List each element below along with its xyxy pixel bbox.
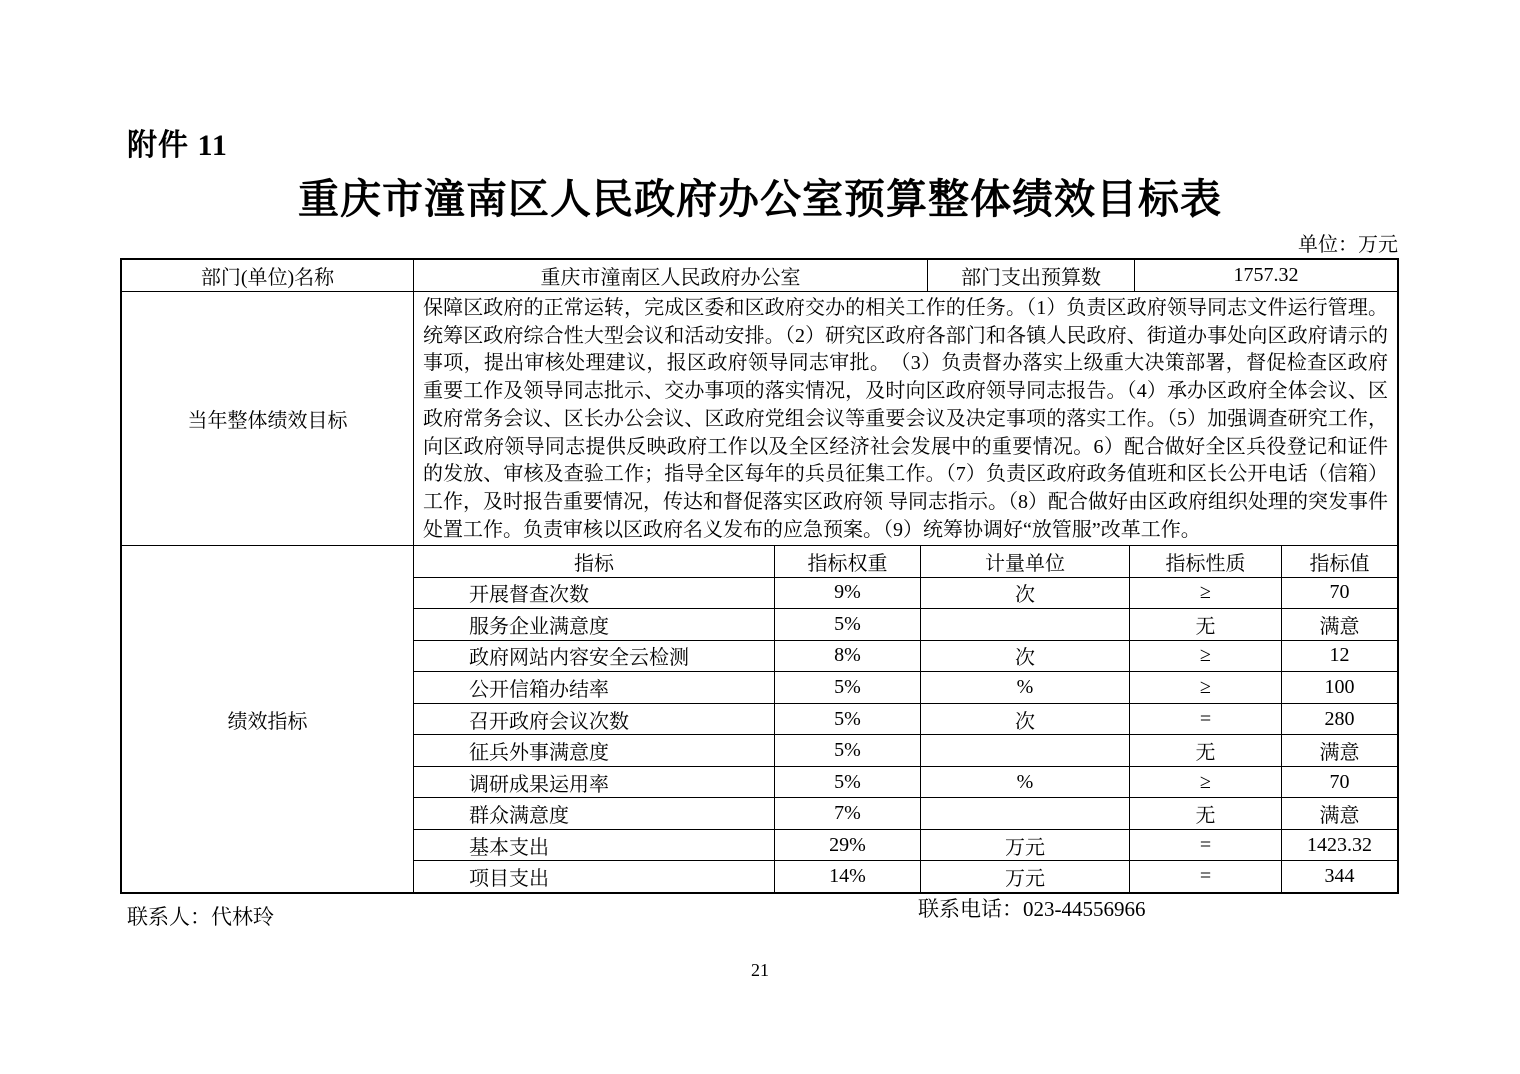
indicator-row <box>414 798 1397 830</box>
indicator-name: 开展督查次数 <box>414 578 775 609</box>
indicator-unit: 万元 <box>921 861 1130 892</box>
unit-note: 单位：万元 <box>1298 234 1398 256</box>
overall-goal-row <box>122 292 1397 546</box>
indicator-unit <box>921 735 1130 766</box>
indicator-value: 满意 <box>1319 742 1360 765</box>
indicator-row <box>414 767 1397 799</box>
indicator-unit <box>921 798 1130 829</box>
indicator-nature: = <box>1130 704 1282 735</box>
indicator-unit: 次 <box>921 641 1130 672</box>
department-name-value: 重庆市潼南区人民政府办公室 <box>414 260 928 291</box>
indicator-weight: 29% <box>775 830 921 861</box>
indicator-nature: 无 <box>1130 798 1282 829</box>
indicator-weight: 5% <box>775 735 921 766</box>
indicator-nature: ≥ <box>1130 578 1282 609</box>
header-unit: 计量单位 <box>921 546 1130 577</box>
indicator-row <box>414 830 1397 862</box>
indicator-value: 100 <box>1324 675 1355 698</box>
indicator-unit: 万元 <box>921 830 1130 861</box>
contact-person: 联系人：代林玲 <box>127 905 274 929</box>
indicator-nature: = <box>1130 830 1282 861</box>
indicator-weight: 5% <box>775 672 921 703</box>
indicator-row <box>414 672 1397 704</box>
department-name-label: 部门(单位)名称 <box>122 260 414 291</box>
header-nature: 指标性质 <box>1130 546 1282 577</box>
indicator-row <box>414 609 1397 641</box>
indicator-row <box>414 735 1397 767</box>
indicators-section-label: 绩效指标 <box>122 546 414 892</box>
indicator-name: 基本支出 <box>414 830 775 861</box>
attachment-label: 附件 11 <box>127 129 228 162</box>
indicator-unit: % <box>921 767 1130 798</box>
header-value: 指标值 <box>1309 552 1370 575</box>
indicator-nature: 无 <box>1130 609 1282 640</box>
overall-goal-label: 当年整体绩效目标 <box>122 292 414 545</box>
indicator-weight: 5% <box>775 767 921 798</box>
header-indicator: 指标 <box>414 546 775 577</box>
indicator-nature: ≥ <box>1130 641 1282 672</box>
contact-phone: 联系电话：023-44556966 <box>918 897 1146 921</box>
page-number: 21 <box>751 960 769 980</box>
indicator-row <box>414 578 1397 610</box>
indicator-weight: 7% <box>775 798 921 829</box>
indicators-section <box>122 546 1397 892</box>
indicator-value: 70 <box>1329 770 1350 793</box>
indicator-value: 满意 <box>1319 805 1360 828</box>
document-title: 重庆市潼南区人民政府办公室预算整体绩效目标表 <box>298 176 1222 222</box>
budget-amount-label: 部门支出预算数 <box>928 260 1135 291</box>
indicator-row <box>414 704 1397 736</box>
indicator-weight: 5% <box>775 704 921 735</box>
indicator-value: 344 <box>1324 865 1355 888</box>
indicator-weight: 5% <box>775 609 921 640</box>
indicator-weight: 8% <box>775 641 921 672</box>
indicator-row <box>414 641 1397 673</box>
indicator-name: 召开政府会议次数 <box>414 704 775 735</box>
indicator-name: 服务企业满意度 <box>414 609 775 640</box>
indicator-nature: ≥ <box>1130 767 1282 798</box>
indicator-row <box>414 861 1397 892</box>
department-info-row <box>122 260 1397 292</box>
budget-amount-value: 1757.32 <box>1233 264 1299 286</box>
indicator-value: 280 <box>1324 707 1355 730</box>
indicator-unit: % <box>921 672 1130 703</box>
indicator-value: 70 <box>1329 581 1350 604</box>
overall-goal-text: 保障区政府的正常运转，完成区委和区政府交办的相关工作的任务。（1）负责区政府领导同志文件运行管理。统筹区政府综合性大型会议和活动安排。（2）研究区政府各部门和各镇人民政府、街道办事处向区政府请示的事项，提出审核处理建议，报区政府领导同志审批。 （3）负责督办落实上级重大决策部署，督促检查区政府重要工作及领导同志批示、交办事项的落实情况，及时向区政府领导同志报告。（4）承办区政府全体会议、区政府常务会议、区长办公会议、区政府党组会议等重要会议及决定事项的落实工作。（5）加强调查研究工作，向区政府领导同志提供反映政府工作以及全区经济社会发展中的重要情况。6）配合做好全区兵役登记和证件的发放、审核及查验工作；指导全区每年的兵员征集工作。（7）负责区政府政务值班和区长公开电话（信箱）工作，及时报告重要情况，传达和督促落实区政府领 导同志指示。（8）配合做好由区政府组织处理的突发事件处置工作。负责审核以区政府名义发布的应急预案。（9）统筹协调好“放管服”改革工作。 <box>423 297 1388 541</box>
header-weight: 指标权重 <box>775 546 921 577</box>
indicator-nature: ≥ <box>1130 672 1282 703</box>
indicator-name: 项目支出 <box>414 861 775 892</box>
indicator-name: 群众满意度 <box>414 798 775 829</box>
indicator-value: 1423.32 <box>1307 833 1372 856</box>
indicator-weight: 14% <box>775 861 921 892</box>
indicator-nature: = <box>1130 861 1282 892</box>
indicators-header-row <box>414 546 1397 578</box>
indicator-unit: 次 <box>921 578 1130 609</box>
indicator-name: 政府网站内容安全云检测 <box>414 641 775 672</box>
indicator-unit: 次 <box>921 704 1130 735</box>
indicator-nature: 无 <box>1130 735 1282 766</box>
indicator-value: 12 <box>1329 644 1350 667</box>
indicator-name: 公开信箱办结率 <box>414 672 775 703</box>
indicators-table <box>414 546 1397 892</box>
indicator-name: 调研成果运用率 <box>414 767 775 798</box>
indicator-unit <box>921 609 1130 640</box>
indicator-value: 满意 <box>1319 615 1360 638</box>
performance-target-table <box>120 258 1399 894</box>
indicator-weight: 9% <box>775 578 921 609</box>
indicator-name: 征兵外事满意度 <box>414 735 775 766</box>
